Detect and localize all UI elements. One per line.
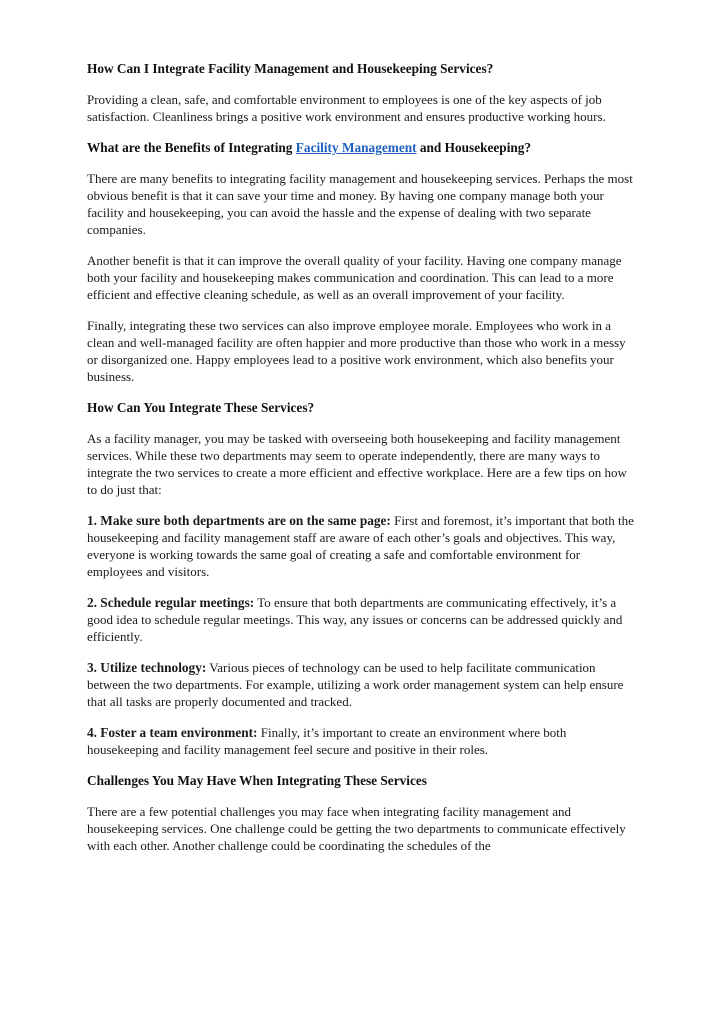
benefits-paragraph-1: There are many benefits to integrating facility management and housekeeping services. Perhaps the most obvious benefit is that it can save your time and money. By having one company manage both your facility and housekeeping, you can avoid the hassle and the expense of dealing with two separate companies. [87, 171, 633, 237]
tip-item-1 [87, 512, 635, 580]
document-body [87, 60, 635, 868]
challenges-paragraph: There are a few potential challenges you may face when integrating facility management and housekeeping services. One challenge could be getting the two departments to communicate effectively with each other. Another challenge could be coordinating the schedules of the [87, 804, 626, 853]
benefits-paragraph-3: Finally, integrating these two services can also improve employee morale. Employees who work in a clean and well-managed facility are often happier and more productive than those who work in a messy or disorganized one. Happy employees lead to a positive work environment, which also benefits your business. [87, 318, 626, 384]
heading-integrate-services: How Can I Integrate Facility Management and Housekeeping Services? [87, 61, 494, 76]
tip-text: Finally, it’s important to create an environment where both housekeeping and facility management feel secure and positive in their roles. [87, 725, 567, 757]
tip-item-3 [87, 659, 635, 710]
tip-title: 4. Foster a team environment: [87, 725, 258, 740]
tip-item-2 [87, 594, 635, 645]
tip-text: To ensure that both departments are communicating effectively, it’s a good idea to schedule regular meetings. This way, any issues or concerns can be addressed quickly and efficiently. [87, 595, 623, 644]
tip-text: First and foremost, it’s important that both the housekeeping and facility management staff are aware of each other’s goals and objectives. This way, everyone is working towards the same goal of creating a safe and comfortable environment for employees and visitors. [87, 513, 634, 579]
heading-benefits-prefix: What are the Benefits of Integrating [87, 140, 296, 155]
tip-title: 2. Schedule regular meetings: [87, 595, 255, 610]
heading-challenges: Challenges You May Have When Integrating These Services [87, 773, 427, 788]
tip-item-4 [87, 724, 635, 758]
heading-how-to-integrate: How Can You Integrate These Services? [87, 400, 315, 415]
heading-benefits-suffix: and Housekeeping? [416, 140, 532, 155]
benefits-paragraph-2: Another benefit is that it can improve the overall quality of your facility. Having one company manage both your facility and housekeeping makes communication and coordination. This can lead to a more efficient and effective cleaning schedule, as well as an overall improvement of your facility. [87, 253, 622, 302]
tip-title: 3. Utilize technology: [87, 660, 207, 675]
integrate-paragraph: As a facility manager, you may be tasked with overseeing both housekeeping and facility management services. While these two departments may seem to operate independently, there are many ways to integrate the two services to create a more efficient and effective workplace. Here are a few tips on how to do just that: [87, 431, 627, 497]
facility-management-link[interactable]: Facility Management [295, 140, 417, 155]
tip-title: 1. Make sure both departments are on the same page: [87, 513, 391, 528]
tip-text: Various pieces of technology can be used to help facilitate communication between the two departments. For example, utilizing a work order management system can help ensure that all tasks are properly documented and tracked. [87, 660, 624, 709]
intro-paragraph: Providing a clean, safe, and comfortable environment to employees is one of the key aspects of job satisfaction. Cleanliness brings a positive work environment and ensures productive working hours. [87, 92, 606, 124]
heading-benefits [87, 139, 635, 156]
